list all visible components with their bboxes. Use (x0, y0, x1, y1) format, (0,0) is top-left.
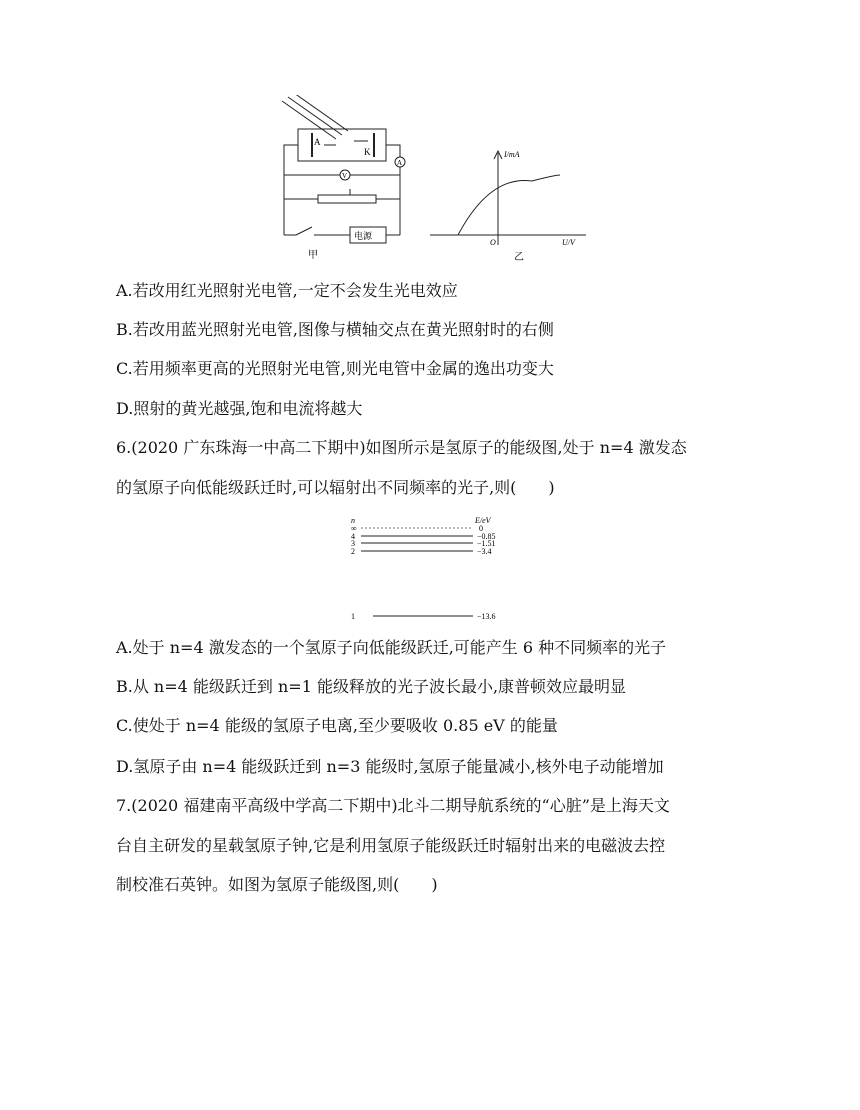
e-header: E/eV (475, 516, 491, 525)
q6-option-d: D.氢原子由 n=4 能级跃迁到 n=3 能级时,氢原子能量减小,核外电子动能增加 (116, 757, 664, 776)
power-source-label: 电源 (354, 231, 373, 241)
level-e-1: −13.6 (477, 612, 496, 621)
level-e-2: −3.4 (477, 547, 492, 556)
level-n-2: 2 (351, 547, 355, 556)
level-n-4: 4 (351, 532, 355, 541)
q5-option-d: D.照射的黄光越强,饱和电流将越大 (116, 399, 363, 418)
q5-option-b: B.若改用蓝光照射光电管,图像与横轴交点在黄光照射时的右侧 (116, 320, 554, 339)
graph-origin: O (490, 238, 496, 247)
level-n-1: 1 (351, 612, 355, 621)
anode-label: A (314, 137, 321, 147)
energy-level-diagram (345, 515, 515, 625)
level-e-inf: 0 (479, 524, 483, 533)
q6-stem-line2: 的氢原子向低能级跃迁时,可以辐射出不同频率的光子,则( ) (116, 478, 555, 497)
cathode-label: K (364, 147, 371, 157)
level-e-4: −0.85 (477, 532, 496, 541)
level-n-3: 3 (351, 539, 355, 548)
ammeter-label: A (397, 159, 403, 167)
n-header: n (351, 516, 355, 525)
voltmeter-label: V (342, 172, 348, 180)
graph-y-label: I/mA (504, 150, 520, 159)
caption-right: 乙 (514, 252, 524, 263)
graph-x-label: U/V (562, 238, 575, 247)
q7-stem-line1: 7.(2020 福建南平高级中学高二下期中)北斗二期导航系统的“心脏”是上海天文 (116, 796, 670, 815)
level-n-inf: ∞ (351, 524, 357, 533)
q7-stem-line3: 制校准石英钟。如图为氢原子能级图,则( ) (116, 875, 438, 894)
photoelectric-figure (270, 95, 590, 265)
q6-option-c: C.使处于 n=4 能级的氢原子电离,至少要吸收 0.85 eV 的能量 (116, 716, 558, 735)
q6-stem-line1: 6.(2020 广东珠海一中高二下期中)如图所示是氢原子的能级图,处于 n=4 激发态 (116, 438, 687, 457)
level-e-3: −1.51 (477, 539, 496, 548)
caption-left: 甲 (308, 250, 318, 261)
q6-option-a: A.处于 n=4 激发态的一个氢原子向低能级跃迁,可能产生 6 种不同频率的光子 (116, 638, 667, 657)
q6-option-b: B.从 n=4 能级跃迁到 n=1 能级释放的光子波长最小,康普顿效应最明显 (116, 677, 627, 696)
q7-stem-line2: 台自主研发的星载氢原子钟,它是利用氢原子能级跃迁时辐射出来的电磁波去控 (116, 836, 666, 855)
q5-option-a: A.若改用红光照射光电管,一定不会发生光电效应 (116, 281, 458, 300)
q5-option-c: C.若用频率更高的光照射光电管,则光电管中金属的逸出功变大 (116, 359, 554, 378)
